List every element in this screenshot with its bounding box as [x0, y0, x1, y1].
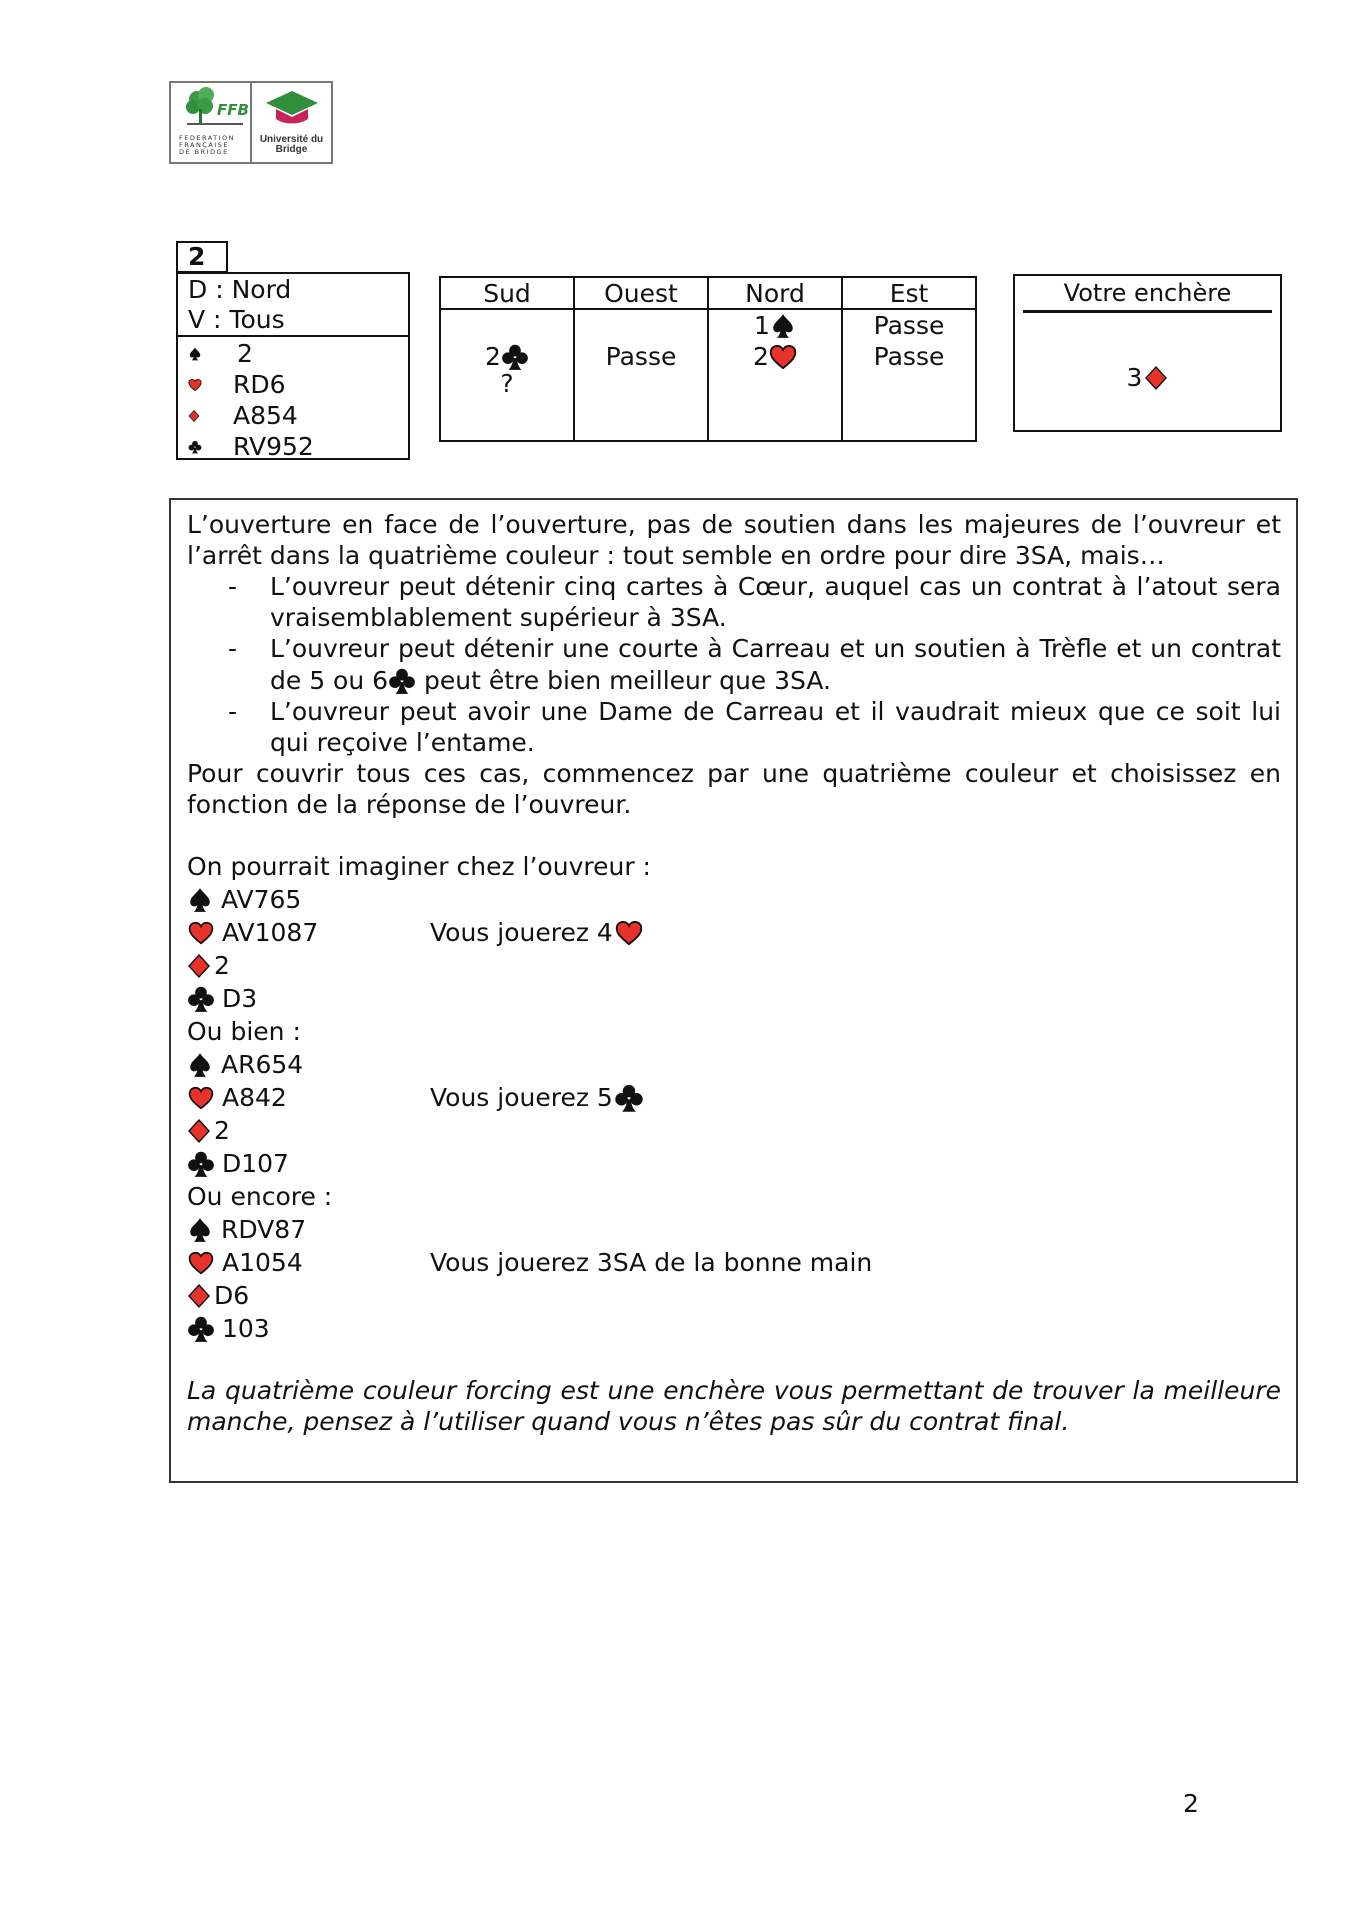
diamond-icon	[187, 1118, 211, 1144]
bullet-2-line-2: de 5 ou 6 peut être bien meilleur que 3SA.	[270, 666, 831, 695]
club-icon	[188, 440, 202, 454]
page-number: 2	[1183, 1789, 1199, 1818]
hand3-clubs: 103	[187, 1313, 270, 1344]
diamond-icon	[1144, 364, 1168, 392]
heart-icon	[187, 1250, 215, 1276]
heart-icon	[188, 378, 202, 392]
ou-bien: Ou bien :	[187, 1017, 301, 1046]
bid-header-ouest: Ouest	[575, 278, 707, 310]
hand2-spades: AR654	[187, 1049, 303, 1080]
hand3-diamonds: D6	[187, 1280, 249, 1311]
bullet-dash: -	[228, 697, 238, 726]
bullet-1-line-2: vraisemblablement supérieur à 3SA.	[270, 603, 727, 632]
svg-text:FFB: FFB	[217, 101, 249, 119]
bid-nord-1: 1	[709, 310, 841, 341]
bid-header-sud: Sud	[441, 278, 573, 310]
bid-est-2: Passe	[873, 342, 945, 371]
vulnerability: V : Tous	[188, 305, 285, 334]
club-icon	[187, 1315, 215, 1343]
hand2-diamonds: 2	[187, 1115, 230, 1146]
hand1-clubs: D3	[187, 983, 257, 1014]
heart-icon	[614, 919, 644, 947]
hand-row-hearts: RD6	[188, 369, 408, 400]
bullet-2-line-1: L’ouvreur peut détenir une courte à Carreau et un soutien à Trèfle et un contrat	[270, 634, 1281, 663]
bid-nord-2: 2	[709, 341, 841, 372]
bid-header-nord: Nord	[709, 278, 841, 310]
club-icon	[187, 985, 215, 1013]
hand-row-clubs: RV952	[188, 431, 408, 462]
bullet-3-line-1: L’ouvreur peut avoir une Dame de Carreau et il vaudrait mieux que ce soit lui	[270, 697, 1281, 726]
bidding-table	[439, 276, 977, 442]
hand1-spades: AV765	[187, 884, 301, 915]
answer-bid: 3	[1015, 363, 1280, 392]
club-icon	[187, 1150, 215, 1178]
hand1-note: Vous jouerez 4	[430, 917, 644, 948]
hand3-hearts: A1054	[187, 1247, 303, 1278]
hand3-note: Vous jouerez 3SA de la bonne main	[430, 1248, 873, 1277]
diamond-icon	[187, 953, 211, 979]
diamond-icon	[187, 1283, 211, 1309]
heart-icon	[769, 343, 797, 371]
universite-logo	[250, 83, 331, 162]
spade-icon	[187, 1052, 213, 1078]
bid-column-nord	[709, 278, 843, 440]
cover-line-2: fonction de la réponse de l’ouvreur.	[187, 790, 632, 819]
deal-info	[176, 272, 410, 460]
spade-icon	[187, 1217, 213, 1243]
hand3-spades: RDV87	[187, 1214, 306, 1245]
spade-icon	[188, 347, 202, 361]
bullet-1-line-1: L’ouvreur peut détenir cinq cartes à Cœur, auquel cas un contrat à l’atout sera	[270, 572, 1281, 601]
cover-line-1: Pour couvrir tous ces cas, commencez par une quatrième couleur et choisissez en	[187, 759, 1281, 788]
club-icon	[614, 1083, 644, 1113]
heart-icon	[187, 1085, 215, 1111]
logo	[169, 81, 333, 164]
deal-header	[178, 274, 408, 337]
south-hand	[178, 337, 408, 462]
bullet-dash: -	[228, 634, 238, 663]
hand2-clubs: D107	[187, 1148, 289, 1179]
heart-icon	[187, 920, 215, 946]
deal-number: 2	[176, 241, 228, 273]
bid-header-est: Est	[843, 278, 975, 310]
hand1-diamonds: 2	[187, 950, 230, 981]
votre-enchere-box	[1013, 274, 1282, 432]
hand2-note: Vous jouerez 5	[430, 1082, 644, 1113]
intro-line-2: l’arrêt dans la quatrième couleur : tout semble en ordre pour dire 3SA, mais…	[187, 541, 1165, 570]
bid-ouest-1: Passe	[605, 342, 677, 371]
bid-column-sud	[441, 278, 575, 440]
dealer: D : Nord	[188, 275, 292, 304]
hand-row-spades: 2	[188, 338, 408, 369]
universite-name: Université du Bridge	[259, 134, 324, 155]
intro-line-1: L’ouverture en face de l’ouverture, pas de soutien dans les majeures de l’ouvreur et	[187, 510, 1281, 539]
graduation-cap-icon	[262, 87, 322, 132]
bid-sud-1: 2	[441, 341, 573, 372]
diamond-icon	[188, 409, 200, 423]
spade-icon	[187, 887, 213, 913]
divider	[1023, 310, 1272, 313]
bid-column-ouest	[575, 278, 709, 440]
votre-enchere-title: Votre enchère	[1063, 279, 1232, 307]
ffb-tree-icon	[179, 85, 249, 135]
hand2-hearts: A842	[187, 1082, 287, 1113]
club-icon	[501, 343, 529, 371]
ffb-logo	[171, 83, 250, 162]
spade-icon	[770, 313, 796, 339]
bid-est-1: Passe	[873, 311, 945, 340]
hand-row-diamonds: A854	[188, 400, 408, 431]
ou-encore: Ou encore :	[187, 1182, 333, 1211]
conclusion-line-2: manche, pensez à l’utiliser quand vous n’êtes pas sûr du contrat final.	[187, 1407, 1070, 1436]
imagine-line: On pourrait imaginer chez l’ouvreur :	[187, 852, 651, 881]
bid-column-est	[843, 278, 975, 440]
bid-sud-2: ?	[500, 369, 514, 398]
ffb-name: FEDERATION FRANÇAISE DE BRIDGE	[179, 134, 236, 156]
club-icon	[388, 667, 416, 695]
bullet-dash: -	[228, 572, 238, 601]
bullet-3-line-2: qui reçoive l’entame.	[270, 728, 535, 757]
hand1-hearts: AV1087	[187, 917, 318, 948]
conclusion-line-1: La quatrième couleur forcing est une enchère vous permettant de trouver la meilleure	[187, 1376, 1281, 1405]
